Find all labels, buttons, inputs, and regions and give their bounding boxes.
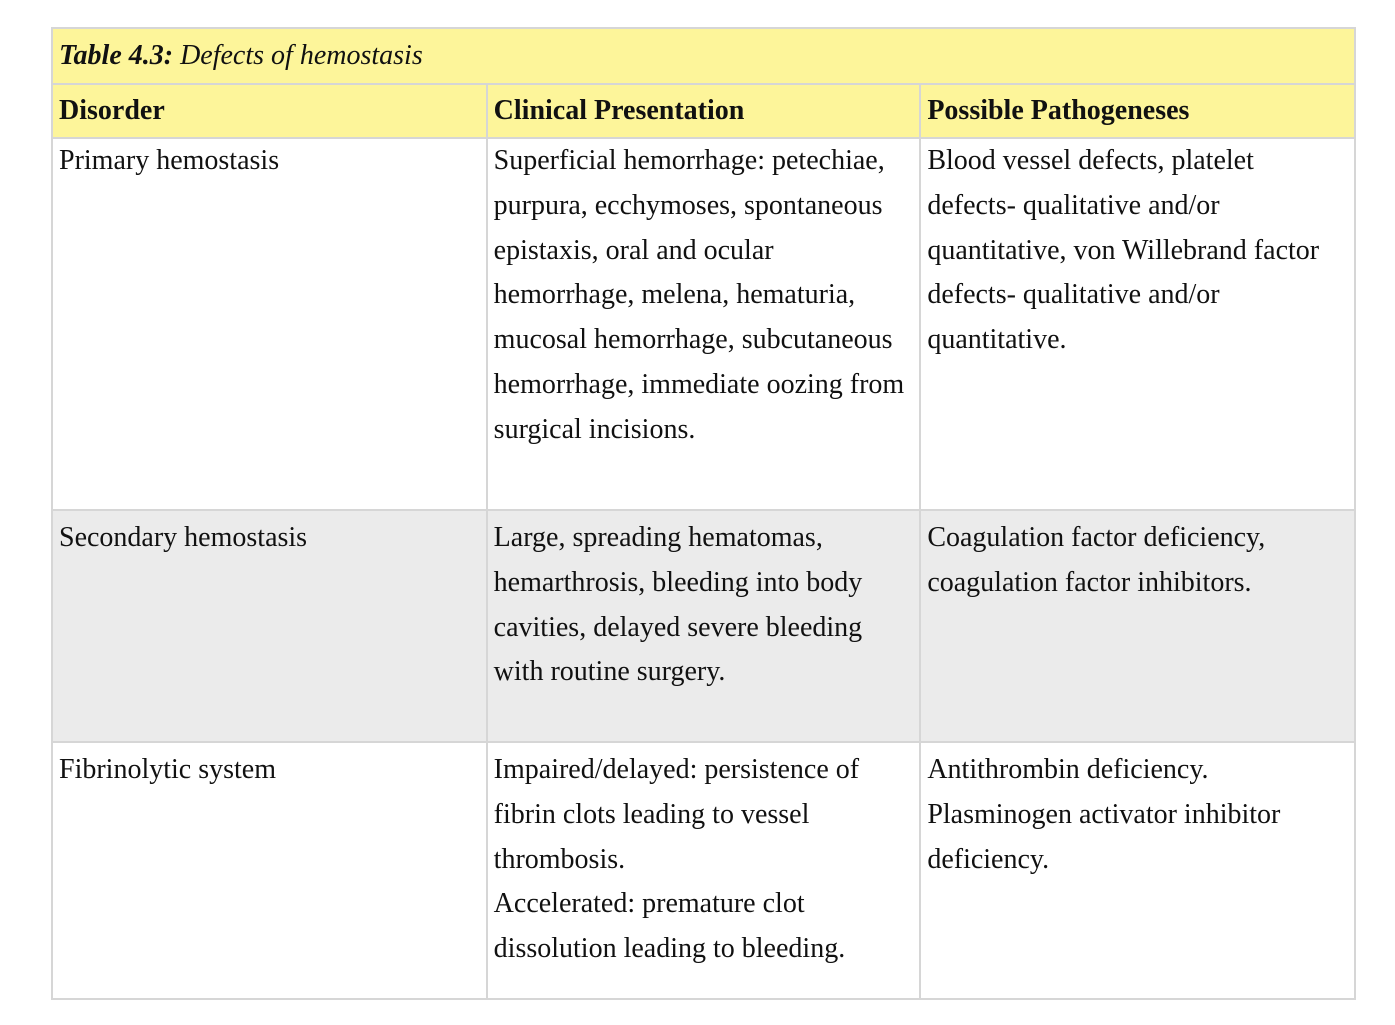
presentation-text: Superficial hemorrhage: petechiae, purpura, ecchymoses, spontaneous epistaxis, oral and ocular hemorrhage, melena, hematuria, mucosal hemorrhage, subcutaneous hemorrhage, immediate oozing from surgical incisions. [493,145,905,445]
pathogeneses-cell [920,742,1355,999]
pathogeneses-cell [920,510,1355,742]
pathogeneses-text: Plasminogen activator inhibitor deficiency. [927,798,1281,875]
table-header-row [52,84,1355,138]
caption-text: Defects of hemostasis [180,40,423,71]
presentation-text: Impaired/delayed: persistence of fibrin clots leading to vessel thrombosis. [493,754,860,875]
table-row [52,742,1355,999]
hemostasis-table-container [51,27,1356,1000]
pathogeneses-cell [920,138,1355,510]
table-caption [52,28,1355,84]
hemostasis-defects-table [51,27,1356,1000]
disorder-cell: Secondary hemostasis [52,510,487,742]
table-row [52,510,1355,742]
caption-label: Table 4.3: [59,40,174,71]
presentation-text: Accelerated: premature clot dissolution leading to bleeding. [493,888,846,965]
pathogeneses-text: Antithrombin deficiency. [927,754,1209,785]
table-caption-row [52,28,1355,84]
header-possible-pathogeneses: Possible Pathogeneses [920,84,1355,138]
table-row [52,138,1355,510]
presentation-cell [487,138,921,510]
header-clinical-presentation: Clinical Presentation [487,84,921,138]
presentation-text: Large, spreading hematomas, hemarthrosis, bleeding into body cavities, delayed severe bleeding with routine surgery. [493,522,863,688]
disorder-cell: Primary hemostasis [52,138,487,510]
pathogeneses-text: Blood vessel defects, platelet defects- qualitative and/or quantitative, von Willebrand factor defects- qualitative and/or quantitative. [927,145,1320,356]
presentation-cell [487,510,921,742]
disorder-cell: Fibrinolytic system [52,742,487,999]
pathogeneses-text: Coagulation factor deficiency, coagulation factor inhibitors. [927,522,1266,598]
presentation-cell [487,742,921,999]
header-disorder: Disorder [52,84,487,138]
